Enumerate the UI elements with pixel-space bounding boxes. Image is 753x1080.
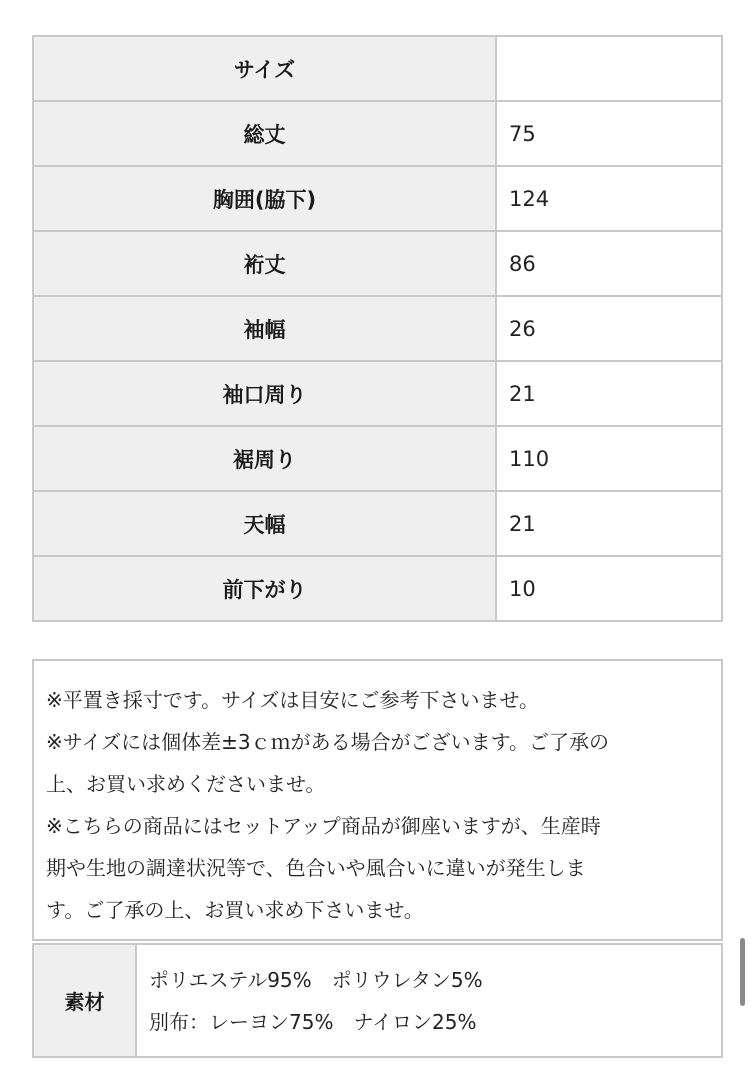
row-label: 天幅 [33,491,496,556]
row-value: 21 [496,491,722,556]
table-row [33,556,722,621]
row-value: 26 [496,296,722,361]
row-label: 裾周り [33,426,496,491]
note-line: す。ご了承の上、お買い求め下さいませ。 [46,898,424,922]
table-row [33,36,722,101]
row-label: 袖幅 [33,296,496,361]
row-label: 胸囲(脇下) [33,166,496,231]
row-value: 10 [496,556,722,621]
note-line: ※サイズには個体差±3ｃｍがある場合がございます。ご了承の [46,730,610,754]
row-value: 21 [496,361,722,426]
row-label: サイズ [33,36,496,101]
table-row [33,231,722,296]
material-line: 別布：レーヨン75% ナイロン25% [149,1009,477,1034]
note-line: ※こちらの商品にはセットアップ商品が御座いますが、生産時 [46,814,601,838]
scrollbar-thumb[interactable] [740,938,745,1006]
material-label: 素材 [33,944,136,1057]
note-line: 期や生地の調達状況等で、色合いや風合いに違いが発生しま [46,856,586,880]
row-label: 総丈 [33,101,496,166]
table-row [33,166,722,231]
size-notes [32,659,723,941]
table-row [33,361,722,426]
row-value: 110 [496,426,722,491]
size-table [32,35,723,622]
row-value: 86 [496,231,722,296]
table-row [33,296,722,361]
table-row [33,426,722,491]
row-label: 袖口周り [33,361,496,426]
note-line: 上、お買い求めくださいませ。 [46,772,326,796]
row-label: 前下がり [33,556,496,621]
table-row [33,491,722,556]
table-row [33,944,722,1057]
note-line: ※平置き採寸です。サイズは目安にご参考下さいませ。 [46,688,539,712]
row-value: 75 [496,101,722,166]
row-value: 124 [496,166,722,231]
material-table [32,943,723,1058]
table-row [33,101,722,166]
row-value [496,36,722,101]
material-line: ポリエステル95% ポリウレタン5% [149,967,483,992]
row-label: 裄丈 [33,231,496,296]
material-value [136,944,722,1057]
